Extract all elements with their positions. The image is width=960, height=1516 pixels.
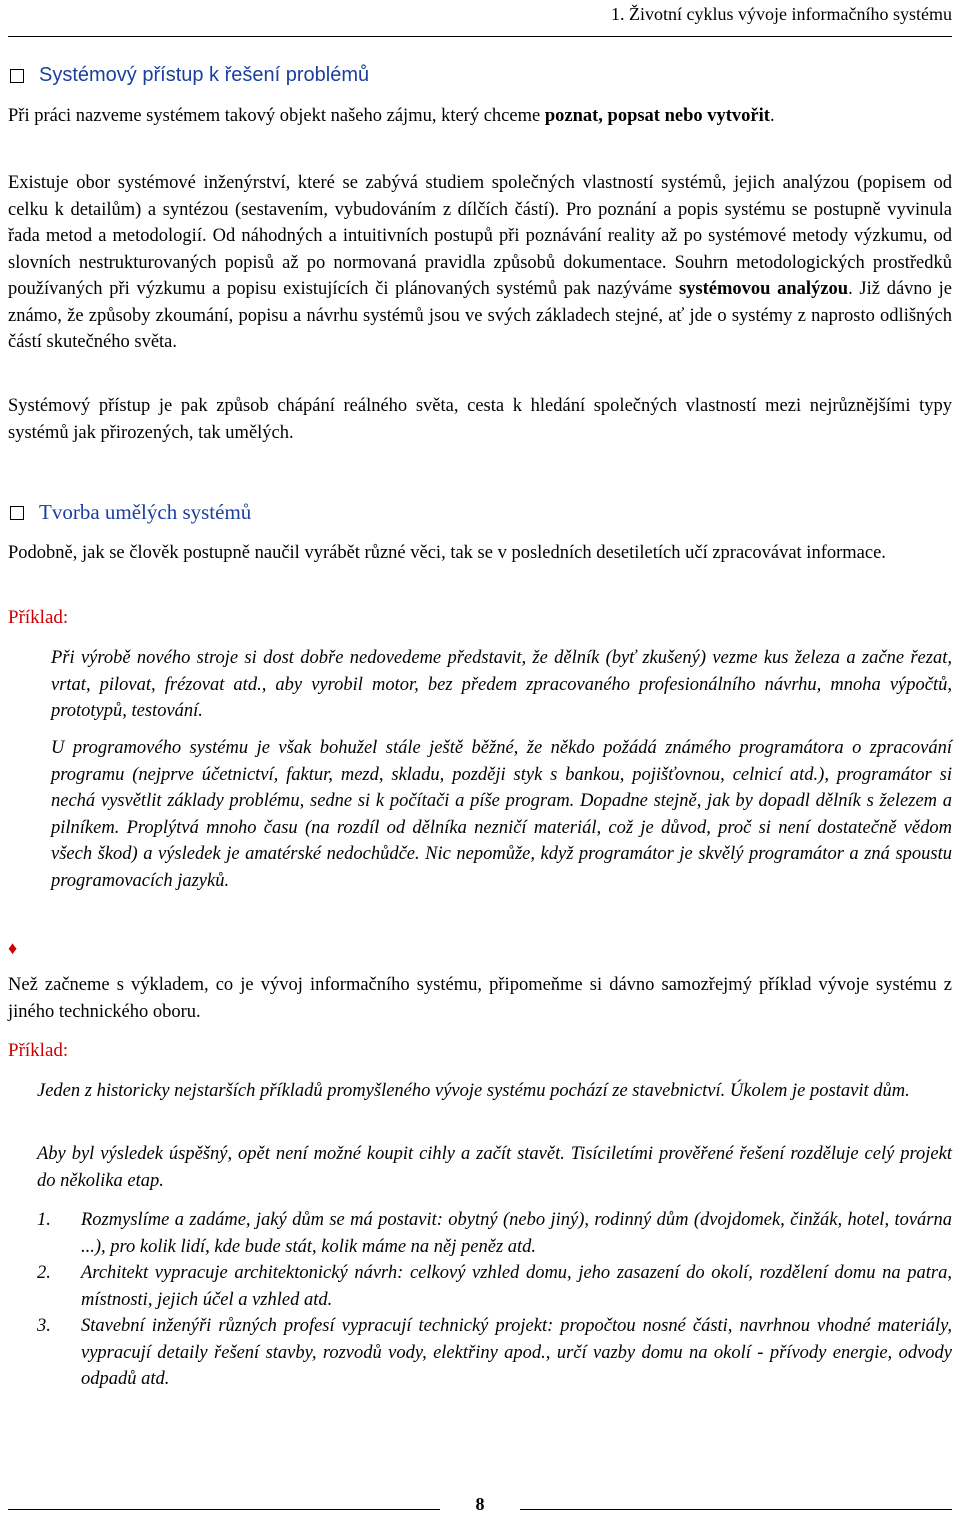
diamond-icon: ♦ xyxy=(8,938,18,958)
paragraph-text: Existuje obor systémové inženýrství, které se zabývá studiem společných vlastností systémů, jejich analýzou (popisem od celku k detailům) a syntézou (sestavením, vybudováním z dílčích částí). Pro poznání a popis systému se postupně vyvinula řada metod a metodologií. Od náhodných a intuitivních postupů při poznávání reality až po systémové metody výzkumu, od slovních nestrukturovaných popisů až po normovaná pravidla způsobů dokumentace. Souhrn metodologických prostředků používaných při výzkumu a popisu existujících či plánovaných systémů pak nazýváme xyxy=(8,173,952,299)
example-paragraph: Aby byl výsledek úspěšný, opět není možné koupit cihly a začít stavět. Tisíciletími prověřené řešení rozděluje celý projekt do několika etap. xyxy=(37,1144,952,1191)
paragraph-text: Při práci nazveme systémem takový objekt našeho zájmu, který chceme xyxy=(8,106,545,126)
example-label: Příklad: xyxy=(8,1040,69,1061)
list-number: 1. xyxy=(37,1210,51,1230)
example-label: Příklad: xyxy=(8,607,69,628)
paragraph-systems-approach: Systémový přístup je pak způsob chápání reálného světa, cesta k hledání společných vlastností mezi nejrůznějšími typy systémů jak přirozených, tak umělých. xyxy=(8,396,952,443)
paragraph-definition xyxy=(8,103,952,130)
section-heading-tvorba xyxy=(0,500,251,525)
bold-term: poznat, popsat nebo vytvořit xyxy=(544,106,770,126)
list-text: Architekt vypracuje architektonický návrh: celkový vzhled domu, jeho zasazení do okolí, rozdělení domu na patra, místnosti, jejich účel a vzhled atd. xyxy=(81,1263,952,1310)
list-number: 3. xyxy=(37,1316,51,1336)
paragraph-intro: Než začneme s výkladem, co je vývoj informačního systému, připomeňme si dávno samozřejmý příklad vývoje systému z jiného technického oboru. xyxy=(8,975,952,1022)
section-heading-text: Systémový přístup k řešení problémů xyxy=(39,64,370,86)
box-icon xyxy=(10,69,24,83)
list-item xyxy=(37,1207,952,1260)
section-heading-text: Tvorba umělých systémů xyxy=(39,500,252,524)
box-icon xyxy=(10,506,24,520)
paragraph-text: . Již dávno je známo, že způsoby zkoumání, popisu a návrhu systémů jsou ve svých základech stejné, ať jde o systémy z naprosto odlišných částí skutečného světa. xyxy=(8,279,952,352)
bold-term: systémovou analýzou xyxy=(678,279,849,299)
list-text: Rozmyslíme a zadáme, jaký dům se má postavit: obytný (nebo jiný), rodinný dům (dvojdomek, činžák, hotel, továrna ...), pro kolik lidí, kde bude stát, kolik máme na něj peněz atd. xyxy=(81,1210,952,1257)
example-paragraph: Jeden z historicky nejstarších příkladů promyšleného vývoje systému pochází ze stavebnictví. Úkolem je postavit dům. xyxy=(37,1081,910,1101)
footer-rule-left xyxy=(8,1509,440,1510)
paragraph-text: . xyxy=(769,106,775,126)
list-item xyxy=(37,1260,952,1313)
page-number: 8 xyxy=(475,1494,485,1514)
list-number: 2. xyxy=(37,1263,51,1283)
paragraph-systems-engineering xyxy=(8,170,952,356)
example-paragraph: Při výrobě nového stroje si dost dobře nedovedeme představit, že dělník (byť zkušený) vezme kus železa a začne řezat, vrtat, pilovat, frézovat atd., aby vyrobil motor, bez předem zpracovaného profesionálního návrhu, mnoha výpočtů, prototypů, testování. xyxy=(51,648,952,721)
section-heading-systemovy-pristup xyxy=(0,64,369,87)
list-text: Stavební inženýři různých profesí vypracují technický projekt: propočtou nosné části, navrhnou vhodné materiály, vypracují detaily řešení stavby, rozvodů vody, elektřiny apod., určí vazby domu na okolí - přívody energie, odvody odpadů atd. xyxy=(81,1316,952,1389)
running-header: 1. Životní cyklus vývoje informačního systému xyxy=(611,4,952,24)
list-item xyxy=(37,1313,952,1393)
paragraph-intro: Podobně, jak se člověk postupně naučil vyrábět různé věci, tak se v posledních desetiletích učí zpracovávat informace. xyxy=(8,543,886,563)
example-paragraph: U programového systému je však bohužel stále ještě běžné, že někdo požádá známého programátora o zpracování programu (nejprve účetnictví, faktur, mezd, skladu, později styk s bankou, pojišťovnou, celnicí atd.), programátor si nechá vysvětlit základy problému, sedne si k počítači a píše program. Dopadne stejně, jak by dopadl dělník s železem a pilníkem. Proplýtvá mnoho času (na rozdíl od dělníka nezničí materiál, což je důvod, proč si není dostatečně vědom všech škod) a výsledek je amatérské nedochůdče. Nic nepomůže, když programátor je skvělý programátor a zná spoustu programovacích jazyků. xyxy=(51,738,952,891)
header-rule xyxy=(8,36,952,37)
footer-rule-right xyxy=(520,1509,952,1510)
